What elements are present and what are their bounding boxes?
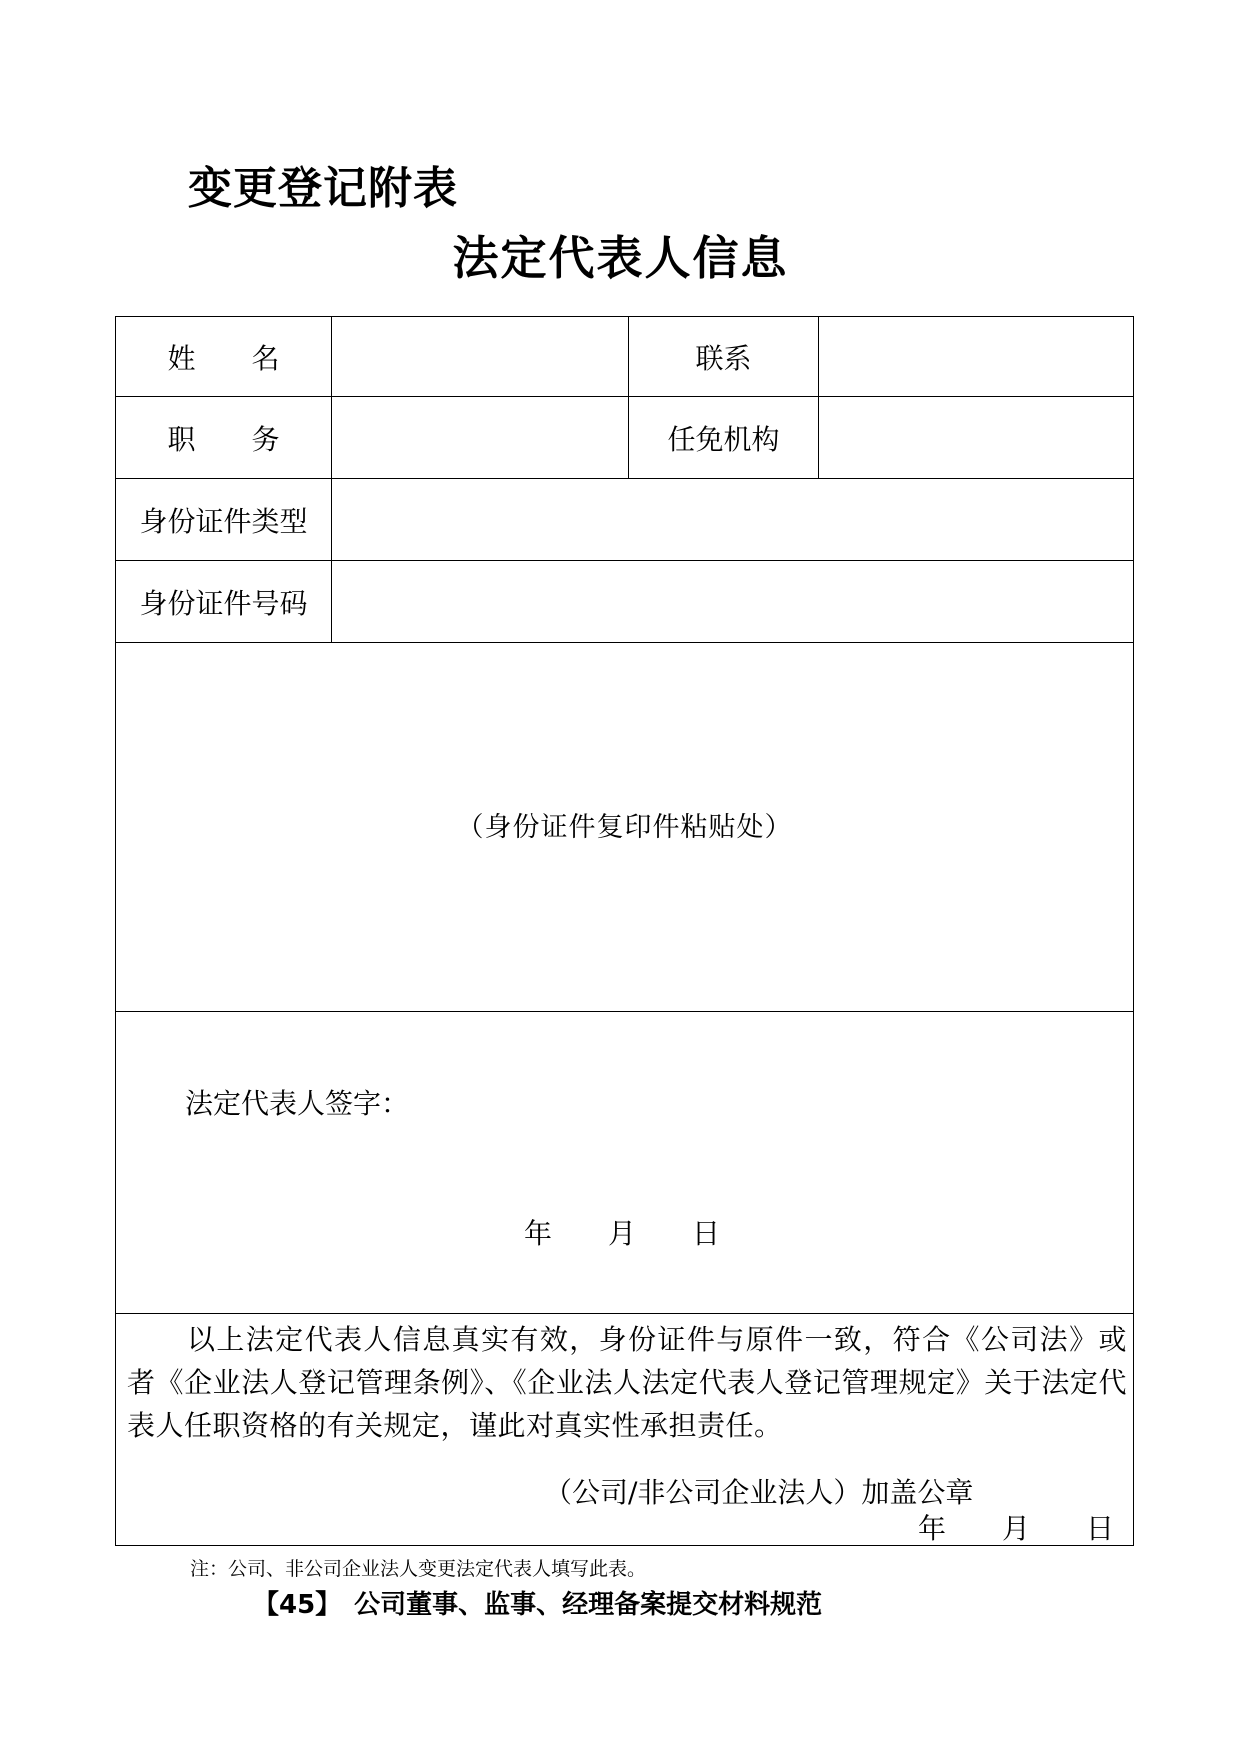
position-label: 职 务: [167, 422, 280, 456]
row-divider: [115, 1313, 1134, 1314]
seal-date: 年 月 日: [918, 1512, 1115, 1545]
id-number-field[interactable]: [332, 561, 1133, 642]
name-field[interactable]: [332, 317, 628, 396]
id-number-label: 身份证件号码: [139, 586, 308, 620]
footnote: 注：公司、非公司企业法人变更法定代表人填写此表。: [190, 1558, 647, 1580]
contact-field[interactable]: [819, 317, 1133, 396]
declaration-text: 以上法定代表人信息真实有效，身份证件与原件一致，符合《公司法》或者《企业法人登记管理条例》、《企业法人法定代表人登记管理规定》关于法定代表人任职资格的有关规定，谨此对真实性承担责任。: [127, 1323, 1127, 1442]
contact-label: 联系: [695, 341, 752, 375]
row-divider: [115, 1011, 1134, 1012]
seal-label: （公司/非公司企业法人）加盖公章: [544, 1476, 974, 1509]
appointing-body-label: 任免机构: [667, 422, 780, 456]
id-type-label: 身份证件类型: [139, 504, 308, 538]
id-type-field[interactable]: [332, 479, 1133, 560]
row-divider: [115, 642, 1134, 643]
form-title: 变更登记附表: [188, 163, 458, 214]
signature-label: 法定代表人签字：: [185, 1087, 410, 1120]
position-field[interactable]: [332, 397, 628, 478]
next-section-heading: 【45】 公司董事、监事、经理备案提交材料规范: [253, 1590, 823, 1620]
appointing-body-field[interactable]: [819, 397, 1133, 478]
signature-date: 年 月 日: [524, 1217, 721, 1250]
id-copy-paste-area: （身份证件复印件粘贴处）: [456, 812, 793, 843]
name-label: 姓 名: [167, 341, 280, 375]
form-subtitle: 法定代表人信息: [452, 231, 789, 285]
